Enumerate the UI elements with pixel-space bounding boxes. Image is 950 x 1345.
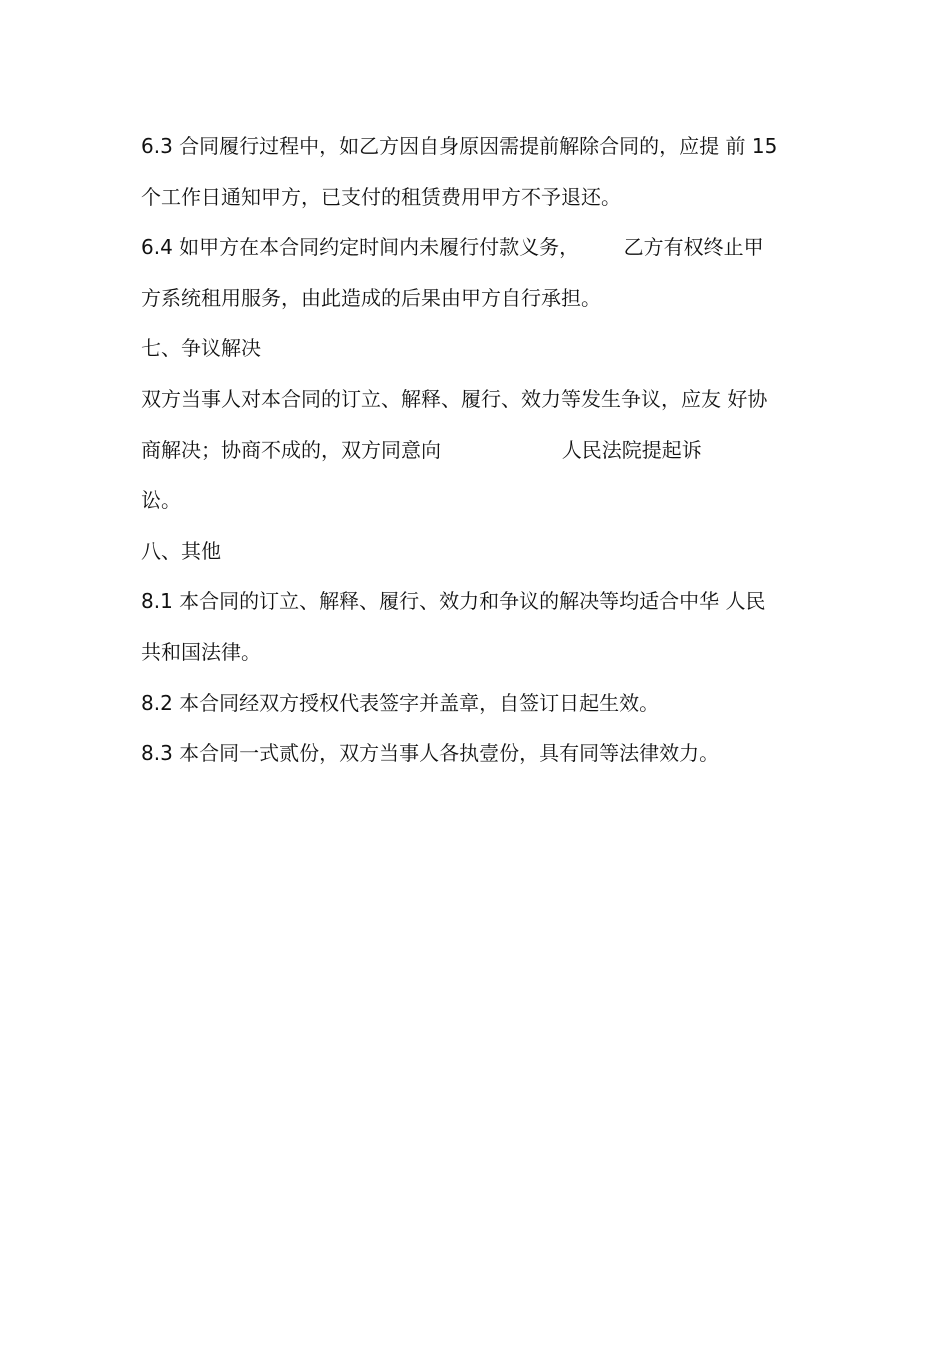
section-7-line-3: 讼。	[141, 488, 181, 513]
clause-6-4-line-2: 方系统租用服务，由此造成的后果由甲方自行承担。	[141, 285, 601, 310]
clause-8-1-line-2: 共和国法律。	[141, 639, 261, 664]
clause-6-3-line-1: 6.3 合同履行过程中，如乙方因自身原因需提前解除合同的，应提 前 15	[141, 134, 778, 158]
section-7-line-2: 商解决；协商不成的，双方同意向 人民法院提起诉	[141, 437, 702, 462]
section-7-line-1: 双方当事人对本合同的订立、解释、履行、效力等发生争议，应友 好协	[141, 386, 768, 411]
clause-8-2: 8.2 本合同经双方授权代表签字并盖章，自签订日起生效。	[141, 690, 660, 715]
clause-6-4-line-1: 6.4 如甲方在本合同约定时间内未履行付款义务， 乙方有权终止甲	[141, 235, 764, 260]
clause-8-3: 8.3 本合同一式贰份，双方当事人各执壹份，具有同等法律效力。	[141, 741, 720, 766]
contract-text	[141, 121, 821, 779]
section-7-heading: 七、争议解决	[141, 336, 261, 361]
clause-6-3-line-2: 个工作日通知甲方，已支付的租赁费用甲方不予退还。	[141, 184, 621, 209]
section-8-heading: 八、其他	[141, 538, 221, 563]
clause-8-1-line-1: 8.1 本合同的订立、解释、履行、效力和争议的解决等均适合中华 人民	[141, 589, 766, 614]
